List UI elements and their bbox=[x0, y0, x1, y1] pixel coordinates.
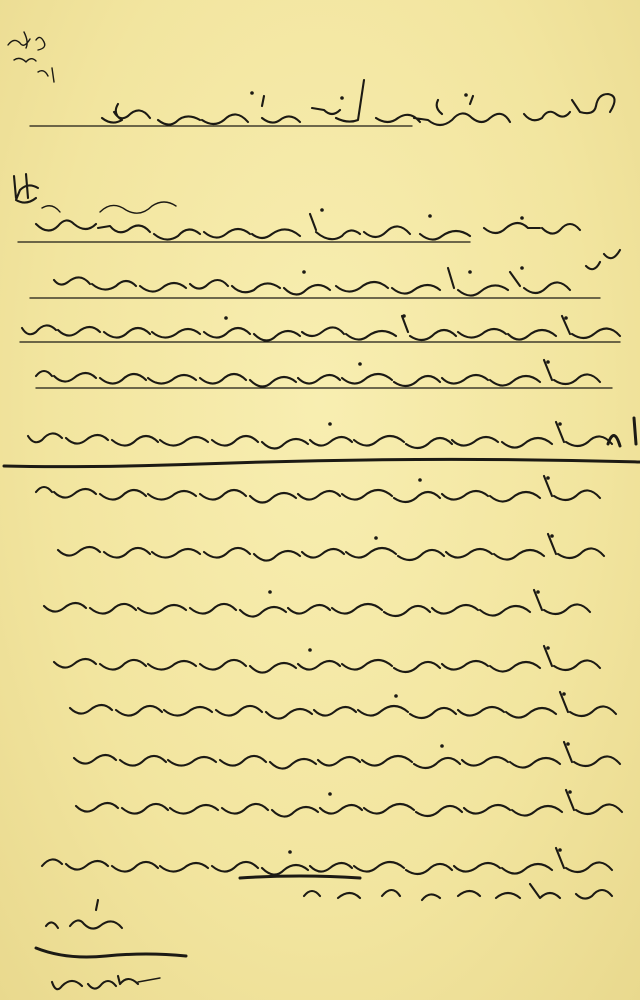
text-line-2 bbox=[18, 202, 580, 242]
heading-word bbox=[14, 174, 38, 203]
text-line-10 bbox=[54, 646, 600, 673]
text-line-3 bbox=[30, 250, 620, 298]
text-line-5 bbox=[36, 360, 612, 388]
text-line-8 bbox=[58, 534, 604, 561]
text-line-6 bbox=[28, 418, 636, 449]
text-line-9 bbox=[44, 590, 590, 617]
text-line-12 bbox=[74, 742, 620, 769]
text-line-11 bbox=[70, 692, 616, 719]
text-line-1 bbox=[30, 80, 615, 126]
text-line-14 bbox=[42, 848, 612, 878]
signature bbox=[36, 900, 186, 989]
text-line-4 bbox=[20, 314, 620, 342]
text-line-15 bbox=[304, 884, 612, 900]
text-line-13 bbox=[76, 790, 622, 817]
text-line-7 bbox=[36, 476, 600, 503]
underline-stroke bbox=[4, 459, 640, 466]
marginal-note bbox=[8, 32, 54, 82]
